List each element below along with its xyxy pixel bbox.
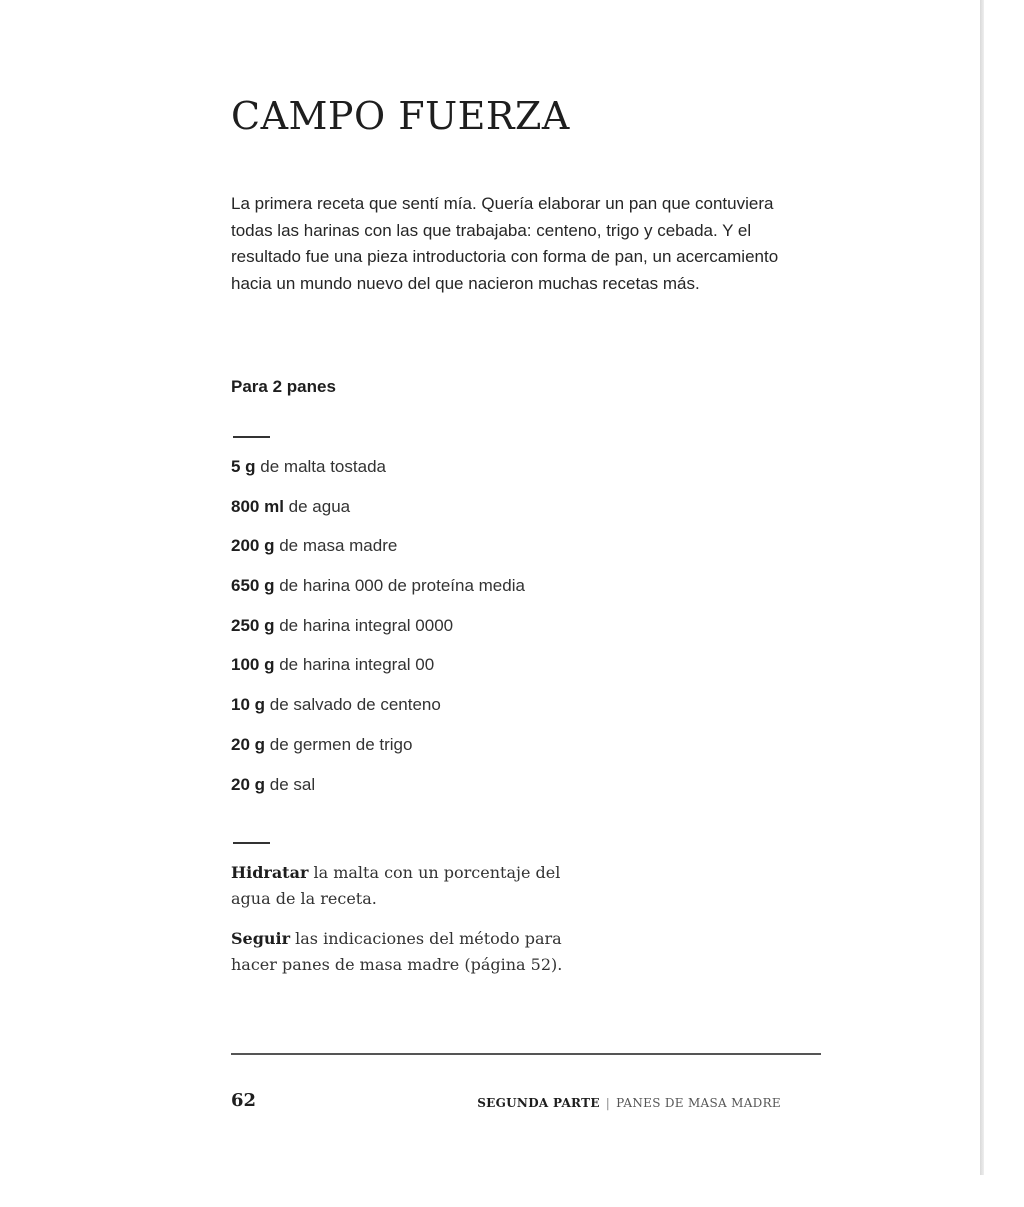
ingredient-name: de agua — [283, 496, 351, 516]
ingredient-name: de sal — [265, 774, 316, 794]
ingredient-item — [231, 732, 525, 772]
ingredient-item — [231, 692, 525, 732]
ingredient-item — [231, 494, 525, 534]
recipe-yield: Para 2 panes — [231, 377, 336, 396]
ingredient-quantity: 5 g — [231, 457, 256, 476]
ingredient-item — [231, 454, 525, 494]
method-divider — [233, 842, 270, 844]
running-head-separator: | — [605, 1096, 611, 1110]
ingredient-quantity: 20 g — [231, 774, 266, 794]
running-head-part: SEGUNDA PARTE — [477, 1096, 600, 1110]
ingredient-quantity: 10 g — [231, 695, 266, 715]
ingredient-name: de masa madre — [274, 536, 398, 556]
running-head — [477, 1096, 781, 1110]
method-step — [231, 926, 601, 978]
ingredient-quantity: 200 g — [231, 536, 275, 556]
ingredient-name: de malta tostada — [255, 457, 386, 476]
ingredient-item — [231, 533, 525, 573]
ingredient-item — [231, 613, 525, 653]
method-step — [231, 860, 601, 912]
ingredient-quantity: 20 g — [231, 734, 266, 754]
ingredient-name: de harina 000 de proteína media — [274, 576, 525, 596]
method-steps — [231, 860, 601, 992]
footer-divider — [231, 1053, 821, 1055]
ingredients-divider — [233, 436, 270, 438]
running-head-section: PANES DE MASA MADRE — [616, 1096, 781, 1110]
step-text: la malta con un porcentaje del agua de la receta. — [231, 863, 561, 908]
step-verb: Seguir — [231, 929, 291, 948]
ingredient-item — [231, 652, 525, 692]
ingredient-quantity: 800 ml — [231, 496, 284, 516]
ingredient-name: de germen de trigo — [265, 734, 413, 754]
step-text: las indicaciones del método para hacer panes de masa madre (página 52). — [231, 929, 563, 974]
ingredients-list — [231, 454, 525, 811]
ingredient-quantity: 100 g — [231, 655, 275, 675]
ingredient-name: de salvado de centeno — [265, 695, 441, 715]
ingredient-name: de harina integral 00 — [274, 655, 435, 675]
step-verb: Hidratar — [231, 863, 309, 882]
recipe-intro: La primera receta que sentí mía. Quería elaborar un pan que contuviera todas las harinas con las que trabajaba: centeno, trigo y cebada. Y el resultado fue una pieza introductoria con forma de pan, un acercamiento hacia un mundo nuevo del que nacieron muchas recetas más. — [231, 194, 779, 293]
page-edge-shadow — [980, 0, 984, 1175]
recipe-title: CAMPO FUERZA — [231, 94, 570, 138]
ingredient-name: de harina integral 0000 — [274, 615, 454, 635]
ingredient-item — [231, 573, 525, 613]
ingredient-quantity: 650 g — [231, 576, 275, 596]
page-number: 62 — [231, 1090, 257, 1111]
ingredient-item — [231, 772, 525, 812]
ingredient-quantity: 250 g — [231, 615, 275, 635]
